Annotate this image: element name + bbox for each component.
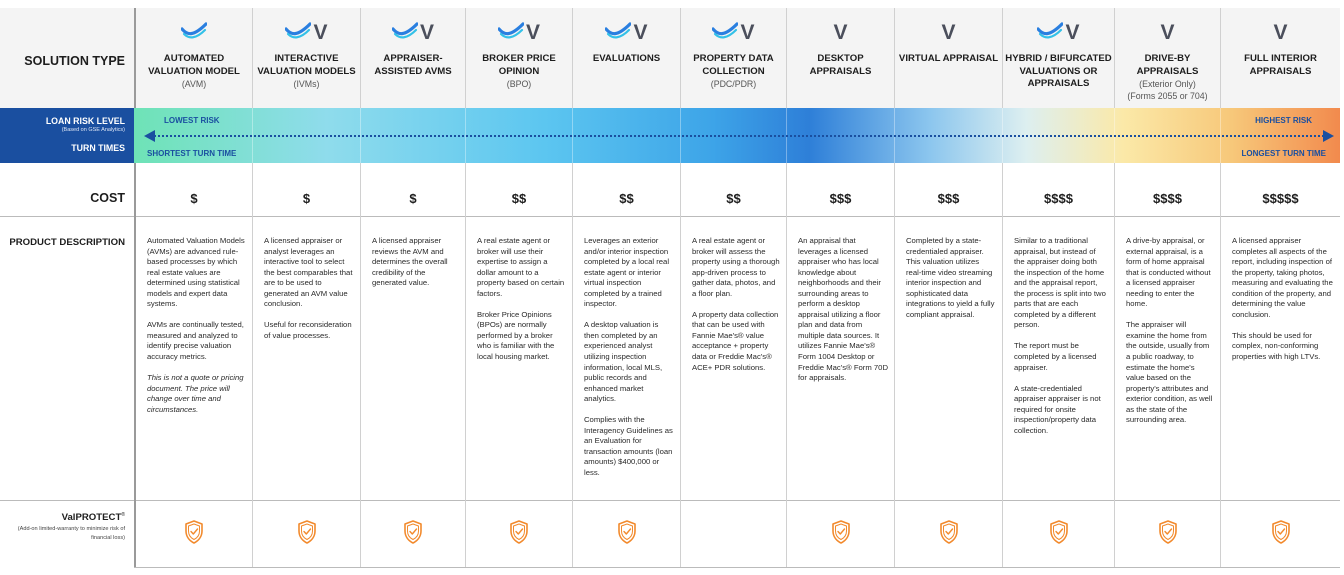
cost-cell: $$$ [786,163,894,216]
shield-check-icon [297,520,317,549]
solution-subtitle: (IVMs) [293,79,320,89]
description-paragraph: A real estate agent or broker will assess the property using a thorough app-driven process to gather data, photos, and a floor plan. [692,236,780,298]
highest-risk-label: HIGHEST RISK [1255,116,1312,125]
swoosh-logo-icon [605,21,631,46]
description-paragraph: Broker Price Opinions (BPOs) are normally performed by a broker who is familiar with the local housing market. [477,309,555,361]
valprotect-cell [134,500,252,568]
description-paragraph: An appraisal that leverages a licensed appraiser who has local knowledge about neighborhoods and their surrounding areas to perform a desktop appraisal utilizing a floor plan and data from multiple data sources. It utilizes Fannie Mae's® Form 1004 Desktop or Freddie Mac's® Form 70D for appraisals. [798,236,889,383]
header-cell [360,8,465,108]
header-cell [1220,8,1340,108]
header-cell [680,8,786,108]
header-cell [465,8,572,108]
description-cell [894,216,1002,500]
logo [1221,22,1340,44]
valprotect-cell [680,500,786,568]
lowest-risk-label: LOWEST RISK [164,116,220,125]
logo [787,22,894,44]
valprotect-cell [252,500,360,568]
row-label-valprotect [0,500,134,568]
solution-title: AUTOMATED VALUATION MODEL [148,53,240,77]
logo [253,22,360,44]
valprotect-cell [1220,500,1340,568]
solution-subtitle: (PDC/PDR) [710,79,757,89]
solution-subtitle: (BPO) [506,79,532,89]
header-cell [1114,8,1220,108]
logo [573,22,680,44]
turn-times-label: TURN TIMES [71,143,125,153]
longest-turn-label: LONGEST TURN TIME [1241,149,1326,158]
cost-cell: $$ [465,163,572,216]
dotted-line [154,135,1324,137]
description-paragraph: Complies with the Interagency Guidelines as an Evaluation for transaction amounts (loan amounts) $400,000 or less. [584,415,673,477]
valprotect-label: ValPROTECT [61,512,122,524]
arrow-right-icon [1323,130,1334,142]
v-logo-icon: V [313,21,328,44]
solution-title: DESKTOP APPRAISALS [809,53,872,77]
description-cell [252,216,360,500]
description-cell [680,216,786,500]
description-paragraph: The appraiser will examine the home from the outside, usually from a public roadway, to estimate the home's value based on the property's attributes and exterior condition, as well as the state of the surrounding area. [1126,320,1213,425]
cost-cell: $$$$$ [1220,163,1340,216]
logo [1115,22,1220,44]
valprotect-sublabel: (Add-on limited-warranty to minimize risk of financial loss) [17,526,125,541]
swoosh-logo-icon [392,21,418,46]
swoosh-logo-icon [181,21,207,46]
header-cell [134,8,252,108]
valprotect-cell [786,500,894,568]
swoosh-logo-icon [712,21,738,46]
solution-title: VIRTUAL APPRAISAL [898,53,999,64]
description-paragraph: Similar to a traditional appraisal, but instead of the appraiser doing both the inspection of the home and the appraisal report, the process is split into two parts that are each completed by a different person. [1014,236,1106,330]
solution-subtitle: (Exterior Only) [1139,79,1196,89]
row-label-risk [0,108,134,163]
description-cell [572,216,680,500]
cost-cell: $$$ [894,163,1002,216]
shield-check-icon [403,520,423,549]
description-cell [465,216,572,500]
description-cell [1220,216,1340,500]
row-label-solution-type: SOLUTION TYPE [0,8,134,108]
shield-check-icon [939,520,959,549]
description-cell [786,216,894,500]
solution-title: BROKER PRICE OPINION [482,53,556,77]
description-paragraph: Completed by a state-credentialed appraiser. This valuation utilizes real-time video streaming interior inspection and sophisticated data integrations to yield a fully compliant appraisal. [906,236,995,319]
header-cell [1002,8,1114,108]
logo [466,22,572,44]
valprotect-row [134,500,1340,568]
valprotect-cell [465,500,572,568]
row-label-cost: COST [90,191,125,205]
header-cell [786,8,894,108]
v-logo-icon: V [1160,21,1175,44]
description-paragraph: Leverages an exterior and/or interior inspection completed by a local real estate agent or interior virtual inspection completed by a trained inspector. [584,236,670,309]
solution-title: PROPERTY DATA COLLECTION [693,53,774,77]
v-logo-icon: V [941,21,956,44]
description-paragraph: A licensed appraiser completes all aspects of the report, including inspection of the property, taking photos, measuring and evaluating the condition of the property, and determining the value conclusion. [1232,236,1333,319]
solution-title: HYBRID / BIFURCATED VALUATIONS OR APPRAISALS [1005,53,1112,89]
solution-subtitle: (AVM) [181,79,207,89]
logo [361,22,465,44]
registered-mark: ® [121,512,125,518]
cost-row [134,163,1340,216]
description-paragraph: A licensed appraiser reviews the AVM and determines the overall credibility of the generated value. [372,236,448,288]
cost-cell: $$$$ [1114,163,1220,216]
description-cell [1002,216,1114,500]
description-cell [360,216,465,500]
risk-gradient-band [134,108,1340,163]
valprotect-cell [1114,500,1220,568]
cost-cell: $$ [680,163,786,216]
row-label-description: PRODUCT DESCRIPTION [9,237,125,248]
description-paragraph: A drive-by appraisal, or external appraisal, is a form of home appraisal that is conducted without a licensed appraiser needing to enter the home. [1126,236,1211,309]
description-paragraph: Useful for reconsideration of value processes. [264,320,352,340]
solution-title: EVALUATIONS [592,53,661,64]
description-paragraph: A desktop valuation is then completed by an experienced analyst utilizing inspection information, local MLS, public records and enhanced market analytics. [584,320,663,404]
v-logo-icon: V [833,21,848,44]
valprotect-cell [572,500,680,568]
description-paragraph: This is not a quote or pricing document. The price will change over time and circumstances. [147,373,244,414]
header-cell [572,8,680,108]
swoosh-logo-icon [1037,21,1063,46]
logo [136,22,252,44]
valprotect-cell [360,500,465,568]
solution-title: DRIVE-BY APPRAISALS [1136,53,1199,77]
description-paragraph: A state-credentialed appraiser appraiser is not required for onsite inspection/property data collection. [1014,383,1101,435]
description-paragraph: A real estate agent or broker will use their expertise to assign a dollar amount to a property based on certain factors. [477,236,565,298]
description-paragraph: AVMs are continually tested, measured and analyzed to identify precise valuation accuracy metrics. [147,320,244,361]
solution-title: INTERACTIVE VALUATION MODELS [257,53,356,77]
swoosh-logo-icon [498,21,524,46]
cost-cell: $$ [572,163,680,216]
valprotect-cell [1002,500,1114,568]
logo [895,22,1002,44]
cost-cell: $ [360,163,465,216]
logo [681,22,786,44]
cost-cell: $$$$ [1002,163,1114,216]
header-row [134,8,1340,108]
shield-check-icon [184,520,204,549]
shield-check-icon [1158,520,1178,549]
v-logo-icon: V [633,21,648,44]
description-row [134,216,1340,500]
solution-subtitle-2: (Forms 2055 or 704) [1127,91,1208,101]
description-paragraph: A property data collection that can be used with Fannie Mae's® value acceptance + property data or Freddie Mac's® ACE+ PDR solutions. [692,309,779,372]
solution-title: FULL INTERIOR APPRAISALS [1244,53,1317,77]
shield-check-icon [1271,520,1291,549]
v-logo-icon: V [1065,21,1080,44]
shield-check-icon [617,520,637,549]
header-cell [894,8,1002,108]
v-logo-icon: V [419,21,434,44]
valprotect-cell [894,500,1002,568]
solution-title: APPRAISER-ASSISTED AVMS [374,53,452,77]
v-logo-icon: V [1273,21,1288,44]
logo [1003,22,1114,44]
cost-cell: $ [134,163,252,216]
swoosh-logo-icon [285,21,311,46]
shield-check-icon [509,520,529,549]
description-paragraph: A licensed appraiser or analyst leverages an interactive tool to select the best comparables that are to be used to generated an AVM value conclusion. [264,236,353,309]
description-cell [1114,216,1220,500]
shortest-turn-label: SHORTEST TURN TIME [147,149,237,158]
description-cell [134,216,252,500]
loan-risk-label: LOAN RISK LEVEL [45,116,125,126]
description-paragraph: This should be used for complex, non-conforming properties with high LTVs. [1232,330,1321,361]
divider [134,567,1340,568]
loan-risk-sublabel: (Based on GSE Analytics) [61,127,125,133]
shield-check-icon [831,520,851,549]
v-logo-icon: V [525,21,540,44]
v-logo-icon: V [740,21,755,44]
cost-cell: $ [252,163,360,216]
description-paragraph: The report must be completed by a licensed appraiser. [1014,341,1097,372]
header-cell [252,8,360,108]
description-paragraph: Automated Valuation Models (AVMs) are advanced rule-based processes by which real estate values are determined using statistical models and expert data systems. [147,236,245,309]
shield-check-icon [1049,520,1069,549]
